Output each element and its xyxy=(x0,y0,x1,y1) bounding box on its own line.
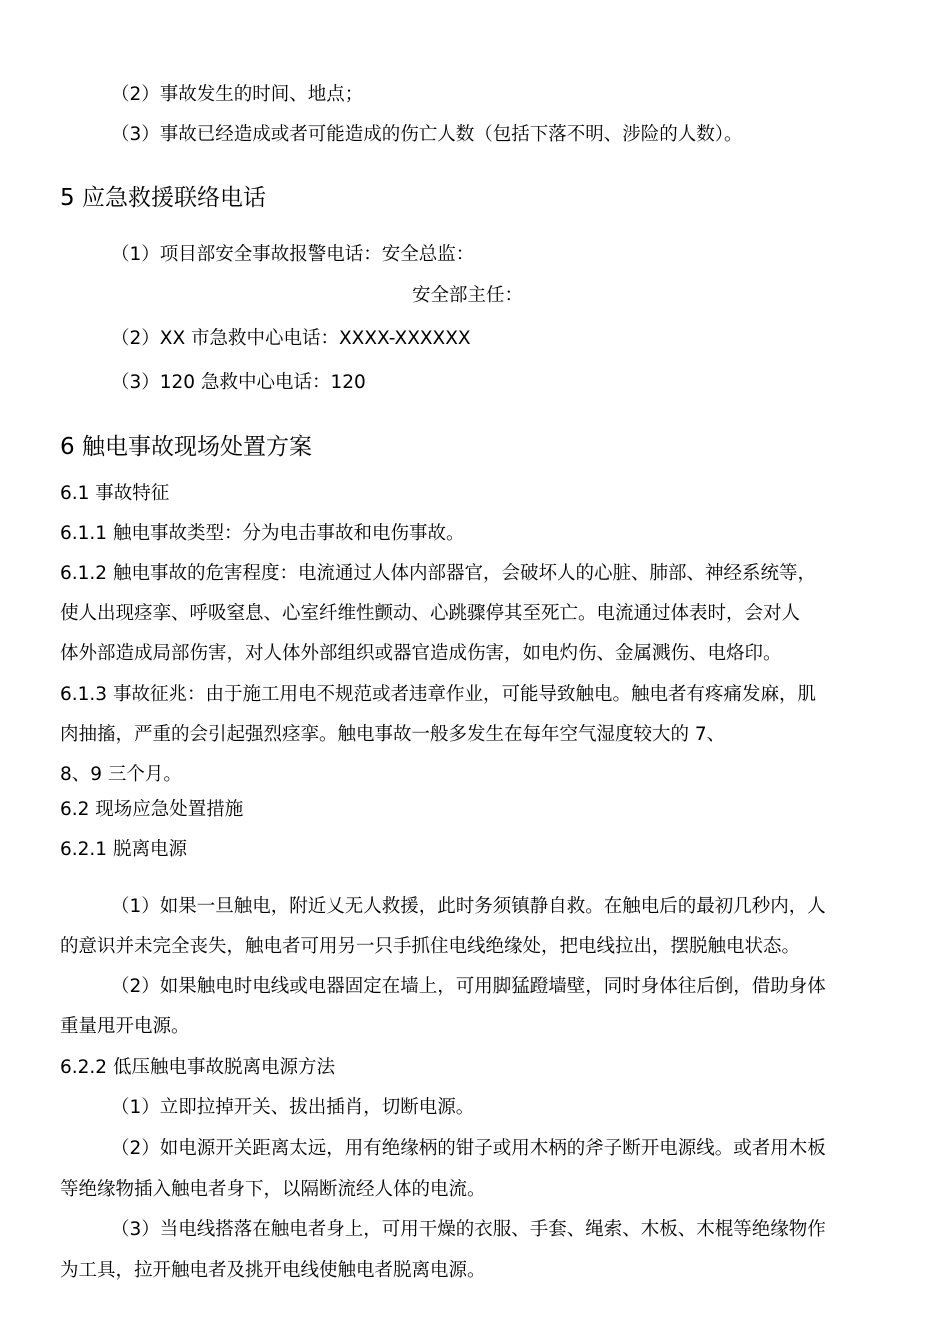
sub-subsection-heading: 6.2.2 低压触电事故脱离电源方法 xyxy=(60,1057,335,1078)
list-item: （3）120 急救中心电话：120 xyxy=(111,372,366,393)
paragraph-line: 使人出现痉挛、呼吸窒息、心室纤维性颤动、心跳骤停其至死亡。电流通过体表时，会对人 xyxy=(60,603,801,624)
paragraph-line: 重量甩开电源。 xyxy=(60,1016,190,1037)
list-item: （1）项目部安全事故报警电话：安全总监： xyxy=(111,244,475,265)
paragraph-line: 等绝缘物插入触电者身下，以隔断流经人体的电流。 xyxy=(60,1179,486,1200)
paragraph-line: 体外部造成局部伤害，对人体外部组织或器官造成伤害，如电灼伤、金属溅伤、电烙印。 xyxy=(60,643,782,664)
paragraph-line: （2）如果触电时电线或电器固定在墙上，可用脚猛蹬墙壁，同时身体往后倒，借助身体 xyxy=(111,976,826,997)
paragraph-line: 6.1.1 触电事故类型：分为电击事故和电伤事故。 xyxy=(60,523,465,544)
paragraph-line: 肉抽搐，严重的会引起强烈痉挛。触电事故一般多发生在每年空气湿度较大的 7、 xyxy=(60,724,726,745)
list-item-continued: 安全部主任： xyxy=(412,285,524,306)
sub-subsection-heading: 6.2.1 脱离电源 xyxy=(60,839,187,860)
paragraph-line: 6.1.2 触电事故的危害程度：电流通过人体内部器官，会破坏人的心脏、肺部、神经系统等， xyxy=(60,563,816,584)
list-item: （3）事故已经造成或者可能造成的伤亡人数（包括下落不明、涉险的人数）。 xyxy=(111,124,743,145)
list-item: （1）立即拉掉开关、拔出插肖，切断电源。 xyxy=(111,1097,475,1118)
paragraph-line: 6.1.3 事故征兆：由于施工用电不规范或者违章作业，可能导致触电。触电者有疼痛发麻，肌 xyxy=(60,684,816,705)
paragraph-line: （3）当电线搭落在触电者身上，可用干燥的衣服、手套、绳索、木板、木棍等绝缘物作 xyxy=(111,1219,826,1240)
paragraph-line: 8、9 三个月。 xyxy=(60,764,182,785)
paragraph-line: 的意识并未完全丧失，触电者可用另一只手抓住电线绝缘处，把电线拉出，摆脱触电状态。 xyxy=(60,936,801,957)
section-heading: 6 触电事故现场处置方案 xyxy=(60,434,312,460)
list-item: （2）事故发生的时间、地点； xyxy=(111,84,364,105)
paragraph-line: 为工具，拉开触电者及挑开电线使触电者脱离电源。 xyxy=(60,1260,486,1281)
section-heading: 5 应急救援联络电话 xyxy=(60,185,266,211)
paragraph-line: （2）如电源开关距离太远，用有绝缘柄的钳子或用木柄的斧子断开电源线。或者用木板 xyxy=(111,1138,826,1159)
subsection-heading: 6.1 事故特征 xyxy=(60,483,170,504)
paragraph-line: （1）如果一旦触电，附近乂无人救援，此时务须镇静自救。在触电后的最初几秒内，人 xyxy=(111,896,826,917)
subsection-heading: 6.2 现场应急处置措施 xyxy=(60,799,244,820)
list-item: （2）XX 市急救中心电话：XXXX-XXXXXX xyxy=(111,328,471,349)
